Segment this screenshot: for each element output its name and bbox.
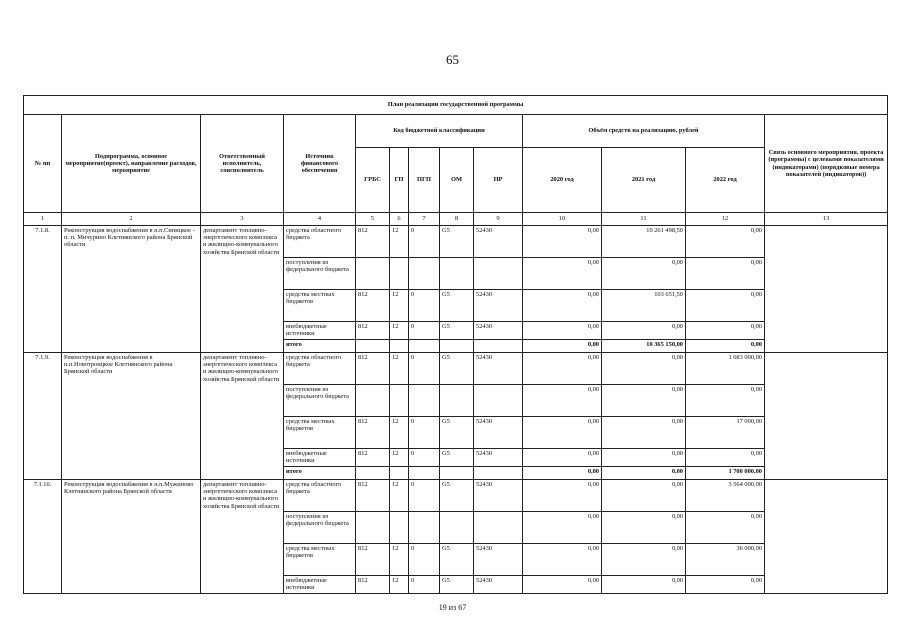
code-om: G5 [440,322,474,340]
col-number: 11 [602,213,686,226]
measure-executor: департамент топливно-энергетического комплекса и жилищно-коммунального хозяйства Брянской области [201,353,284,480]
code-nr [474,512,523,544]
amount-2020: 0,00 [523,258,602,290]
code-grbs: 812 [356,322,390,340]
code-grbs: 812 [356,417,390,449]
code-nr: 52430 [474,322,523,340]
amount-2020: 0,00 [523,290,602,322]
amount-2022: 0,00 [686,449,765,467]
header-pgp: ПГП [409,148,440,213]
code-pgp: 0 [409,576,440,594]
amount-2021: 0,00 [602,322,686,340]
funding-source: средства местных бюджетов [284,417,356,449]
amount-2021: 0,00 [602,353,686,385]
code-grbs: 812 [356,290,390,322]
amount-2021: 103 651,50 [602,290,686,322]
total-2021: 10 365 150,00 [602,340,686,353]
code-om [440,258,474,290]
code-gp: 12 [390,576,409,594]
col-number: 13 [765,213,888,226]
amount-2020: 0,00 [523,322,602,340]
code-om: G5 [440,544,474,576]
funding-source: средства местных бюджетов [284,544,356,576]
code-nr [474,385,523,417]
col-number: 3 [201,213,284,226]
col-number: 4 [284,213,356,226]
funding-source: средства областного бюджета [284,226,356,258]
amount-2022: 0,00 [686,576,765,594]
amount-2021: 0,00 [602,385,686,417]
code-gp: 12 [390,322,409,340]
code-grbs: 812 [356,576,390,594]
col-number: 6 [390,213,409,226]
total-2021: 0,00 [602,467,686,480]
funding-source: поступления из федерального бюджета [284,512,356,544]
code-gp: 12 [390,290,409,322]
code-nr: 52430 [474,417,523,449]
indicator-link [765,480,888,594]
amount-2022: 1 683 000,00 [686,353,765,385]
code-om [440,467,474,480]
col-number: 5 [356,213,390,226]
header-link: Связь основного мероприятия, проекта (программы) с целевыми показателями (индикаторами) (порядковые номера показателей (индикаторов)) [765,115,888,213]
header-executor: Ответственный исполнитель, соисполнитель [201,115,284,213]
amount-2022: 17 000,00 [686,417,765,449]
code-nr [474,258,523,290]
header-volume: Объём средств на реализацию, рублей [523,115,765,148]
code-pgp: 0 [409,417,440,449]
amount-2021: 0,00 [602,258,686,290]
code-nr: 52430 [474,353,523,385]
table-row [24,480,888,512]
funding-source: поступления из федерального бюджета [284,385,356,417]
amount-2022: 36 000,00 [686,544,765,576]
measure-name: Реконструкция водоснабжения в н.п.Новотроицкое Клетнянского района Брянской области [62,353,201,480]
code-grbs [356,467,390,480]
column-number-row [24,213,888,226]
amount-2021: 0,00 [602,417,686,449]
code-pgp [409,467,440,480]
code-pgp: 0 [409,480,440,512]
amount-2022: 0,00 [686,226,765,258]
header-grbs: ГРБС [356,148,390,213]
code-pgp: 0 [409,353,440,385]
amount-2022: 0,00 [686,512,765,544]
code-pgp: 0 [409,290,440,322]
table-row [24,226,888,258]
program-plan-table [23,95,888,594]
code-om [440,385,474,417]
amount-2022: 0,00 [686,290,765,322]
code-gp: 12 [390,480,409,512]
code-grbs [356,512,390,544]
code-pgp [409,385,440,417]
total-2020: 0,00 [523,467,602,480]
code-gp: 12 [390,544,409,576]
funding-source-total: итого [284,340,356,353]
indicator-link [765,353,888,480]
col-number: 8 [440,213,474,226]
code-om: G5 [440,226,474,258]
code-gp [390,512,409,544]
code-nr: 52430 [474,480,523,512]
measure-number: 7.1.8. [24,226,62,353]
col-number: 2 [62,213,201,226]
col-number: 12 [686,213,765,226]
header-name: Подпрограмма, основное мероприятие(проект), направление расходов, мероприятие [62,115,201,213]
code-gp: 12 [390,417,409,449]
code-pgp: 0 [409,544,440,576]
code-gp [390,467,409,480]
header-kbk: Код бюджетной классификации [356,115,523,148]
amount-2021: 0,00 [602,480,686,512]
code-grbs [356,258,390,290]
code-om: G5 [440,290,474,322]
amount-2020: 0,00 [523,480,602,512]
total-2022: 0,00 [686,340,765,353]
total-2020: 0,00 [523,340,602,353]
code-nr: 52430 [474,226,523,258]
code-gp: 12 [390,226,409,258]
amount-2022: 0,00 [686,322,765,340]
header-2022: 2022 год [686,148,765,213]
funding-source-total: итого [284,467,356,480]
code-pgp [409,340,440,353]
header-2021: 2021 год [602,148,686,213]
code-nr: 52430 [474,290,523,322]
funding-source: средства областного бюджета [284,353,356,385]
amount-2022: 3 564 000,00 [686,480,765,512]
code-grbs: 812 [356,226,390,258]
code-om: G5 [440,576,474,594]
code-nr [474,467,523,480]
funding-source: внебюджетные источники [284,322,356,340]
amount-2020: 0,00 [523,544,602,576]
code-pgp: 0 [409,449,440,467]
code-gp: 12 [390,449,409,467]
total-2022: 1 700 000,00 [686,467,765,480]
header-num: № пп [24,115,62,213]
measure-number: 7.1.10. [24,480,62,594]
amount-2021: 0,00 [602,576,686,594]
amount-2020: 0,00 [523,226,602,258]
amount-2020: 0,00 [523,417,602,449]
code-gp [390,258,409,290]
col-number: 7 [409,213,440,226]
amount-2020: 0,00 [523,449,602,467]
code-grbs: 812 [356,544,390,576]
amount-2022: 0,00 [686,258,765,290]
measure-number: 7.1.9. [24,353,62,480]
code-grbs: 812 [356,480,390,512]
code-pgp: 0 [409,322,440,340]
table-row [24,353,888,385]
measure-name: Реконструкция водоснабжения в н.п.Синицкое - п. п. Мичурино Клетнянского района Брянской области [62,226,201,353]
amount-2022: 0,00 [686,385,765,417]
code-gp: 12 [390,353,409,385]
header-gp: ГП [390,148,409,213]
code-grbs: 812 [356,449,390,467]
code-nr: 52430 [474,449,523,467]
code-nr: 52430 [474,544,523,576]
code-pgp [409,258,440,290]
amount-2021: 0,00 [602,512,686,544]
measure-executor: департамент топливно-энергетического комплекса и жилищно-коммунального хозяйства Брянской области [201,226,284,353]
funding-source: средства местных бюджетов [284,290,356,322]
code-om: G5 [440,417,474,449]
col-number: 1 [24,213,62,226]
code-grbs: 812 [356,353,390,385]
funding-source: поступления из федерального бюджета [284,258,356,290]
code-om: G5 [440,449,474,467]
col-number: 10 [523,213,602,226]
code-pgp: 0 [409,226,440,258]
page-number: 65 [446,52,459,67]
code-gp [390,340,409,353]
code-om: G5 [440,353,474,385]
amount-2021: 0,00 [602,544,686,576]
amount-2021: 0,00 [602,449,686,467]
amount-2020: 0,00 [523,576,602,594]
code-grbs [356,340,390,353]
header-2020: 2020 год [523,148,602,213]
table-title: План реализации государственной программы [24,96,888,115]
code-nr [474,340,523,353]
code-om [440,512,474,544]
measure-name: Реконструкция водоснабжения в н.п.Мужиново Клетнянского района Брянской области [62,480,201,594]
header-om: ОМ [440,148,474,213]
header-source: Источник финансового обеспечения [284,115,356,213]
amount-2020: 0,00 [523,385,602,417]
indicator-link [765,226,888,353]
code-om [440,340,474,353]
col-number: 9 [474,213,523,226]
funding-source: внебюджетные источники [284,576,356,594]
code-nr: 52430 [474,576,523,594]
code-pgp [409,512,440,544]
code-om: G5 [440,480,474,512]
header-nr: НР [474,148,523,213]
amount-2021: 10 261 498,50 [602,226,686,258]
funding-source: средства областного бюджета [284,480,356,512]
code-gp [390,385,409,417]
code-grbs [356,385,390,417]
measure-executor: департамент топливно-энергетического комплекса и жилищно-коммунального хозяйства Брянской области [201,480,284,594]
funding-source: внебюджетные источники [284,449,356,467]
amount-2020: 0,00 [523,512,602,544]
amount-2020: 0,00 [523,353,602,385]
page-footer: 19 из 67 [438,603,467,612]
